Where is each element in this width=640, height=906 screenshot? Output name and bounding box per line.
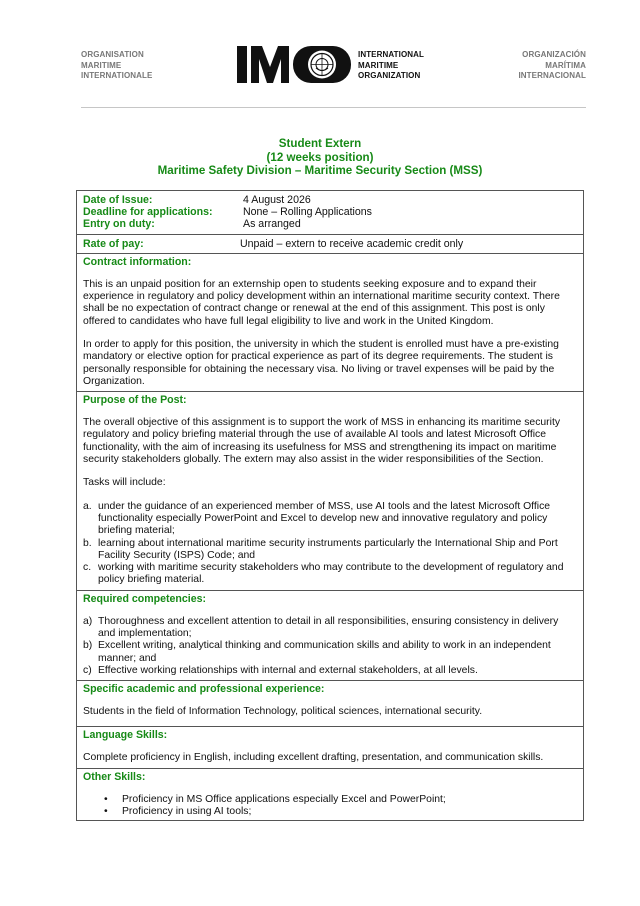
title-position: Student Extern	[278, 137, 362, 150]
list-item: • Proficiency in using AI tools;	[83, 806, 577, 818]
list-item: b. learning about international maritime security instruments particularly the International Ship and Port Facility Security (ISPS) Code; and	[83, 537, 558, 561]
other-skills-list	[83, 794, 577, 819]
document-title	[0, 137, 640, 178]
letterhead	[0, 0, 640, 110]
rate-of-pay-value: Unpaid – extern to receive academic credit only	[240, 237, 464, 250]
org-name-spanish: ORGANIZACIÓN MARÍTIMA INTERNACIONAL	[518, 50, 586, 80]
list-item: • Proficiency in MS Office applications especially Excel and PowerPoint;	[83, 794, 577, 806]
vacancy-table	[76, 190, 584, 821]
list-item: a. under the guidance of an experienced member of MSS, use AI tools and the latest Microsoft Office functionality especially PowerPoint and Excel to develop new and innovative regulatory and policy briefing material;	[83, 500, 551, 537]
section-heading: Purpose of the Post:	[83, 394, 187, 407]
paragraph: Complete proficiency in English, including excellent drafting, presentation, and communication skills.	[83, 751, 544, 763]
list-item: b) Excellent writing, analytical thinking and communication skills and ability to work in an independent manner; and	[83, 640, 551, 664]
purpose-section	[77, 392, 583, 591]
list-item: a) Thoroughness and excellent attention to detail in all responsibilities, ensuring consistency in delivery and implementation;	[83, 615, 559, 640]
title-duration: (12 weeks position)	[266, 150, 374, 164]
entry-on-duty-label: Entry on duty:	[83, 218, 155, 231]
section-heading: Required competencies:	[83, 592, 207, 605]
date-of-issue-label: Date of Issue:	[83, 194, 153, 206]
section-heading: Specific academic and professional experience:	[83, 683, 325, 696]
paragraph: This is an unpaid position for an externship open to students seeking exposure and to expand their experience in regulatory and policy development within an international maritime security context. There shall be no expectation of contract change or renewal at the end of this assignment. This post is only offered to candidates who have full legal eligibility to live and work in the United Kingdom.	[83, 278, 560, 327]
org-name-english: INTERNATIONAL MARITIME ORGANIZATION	[358, 50, 425, 80]
deadline-label: Deadline for applications:	[83, 206, 213, 219]
experience-section	[77, 681, 583, 726]
section-heading: Contract information:	[83, 255, 192, 268]
entry-on-duty-value: As arranged	[243, 218, 301, 231]
org-name-french: ORGANISATION MARITIME INTERNATIONALE	[81, 50, 153, 80]
tasks-list	[83, 501, 577, 587]
svg-text:IMO: IMO	[322, 69, 324, 70]
paragraph: Students in the field of Information Technology, political sciences, international security.	[83, 706, 483, 718]
section-heading: Other Skills:	[83, 770, 146, 783]
deadline-value: None – Rolling Applications	[243, 206, 372, 219]
rate-of-pay-label: Rate of pay:	[83, 237, 144, 250]
entry-on-duty	[83, 218, 577, 230]
language-section	[77, 727, 583, 769]
issue-details-row	[77, 191, 583, 235]
rate-of-pay-row	[77, 235, 583, 254]
paragraph: In order to apply for this position, the university in which the student is enrolled must have a pre-existing mandatory or elective option for practical experience as part of its degree requirements. The student is personally responsible for obtaining the necessary visa. No living or travel expenses will be paid by the Organization.	[83, 339, 559, 387]
competencies-section	[77, 591, 583, 681]
date-of-issue	[83, 194, 577, 206]
section-heading: Language Skills:	[83, 728, 168, 741]
deadline	[83, 206, 577, 218]
date-of-issue-value: 4 August 2026	[243, 194, 311, 206]
imo-logo	[237, 45, 351, 85]
competencies-list	[83, 616, 577, 677]
tasks-intro: Tasks will include:	[83, 477, 166, 489]
other-skills-section	[77, 769, 583, 822]
title-division: Maritime Safety Division – Maritime Security Section (MSS)	[157, 164, 483, 177]
list-item: c) Effective working relationships with internal and external stakeholders, at all levels.	[83, 664, 478, 676]
paragraph: The overall objective of this assignment is to support the work of MSS in enhancing its maritime security regulatory and policy briefing material through the use of available AI tools and latest Microsoft Office functionality, with the aim of increasing its usefulness for MSS and strengthening its impact on maritime security stakeholders globally. The extern may also assist in the wider responsibilities of the Section.	[83, 417, 561, 466]
list-item: c. working with maritime security stakeholders who may contribute to the development of regulatory and policy briefing material.	[83, 562, 564, 586]
header-divider	[81, 107, 586, 108]
contract-information-section	[77, 254, 583, 392]
